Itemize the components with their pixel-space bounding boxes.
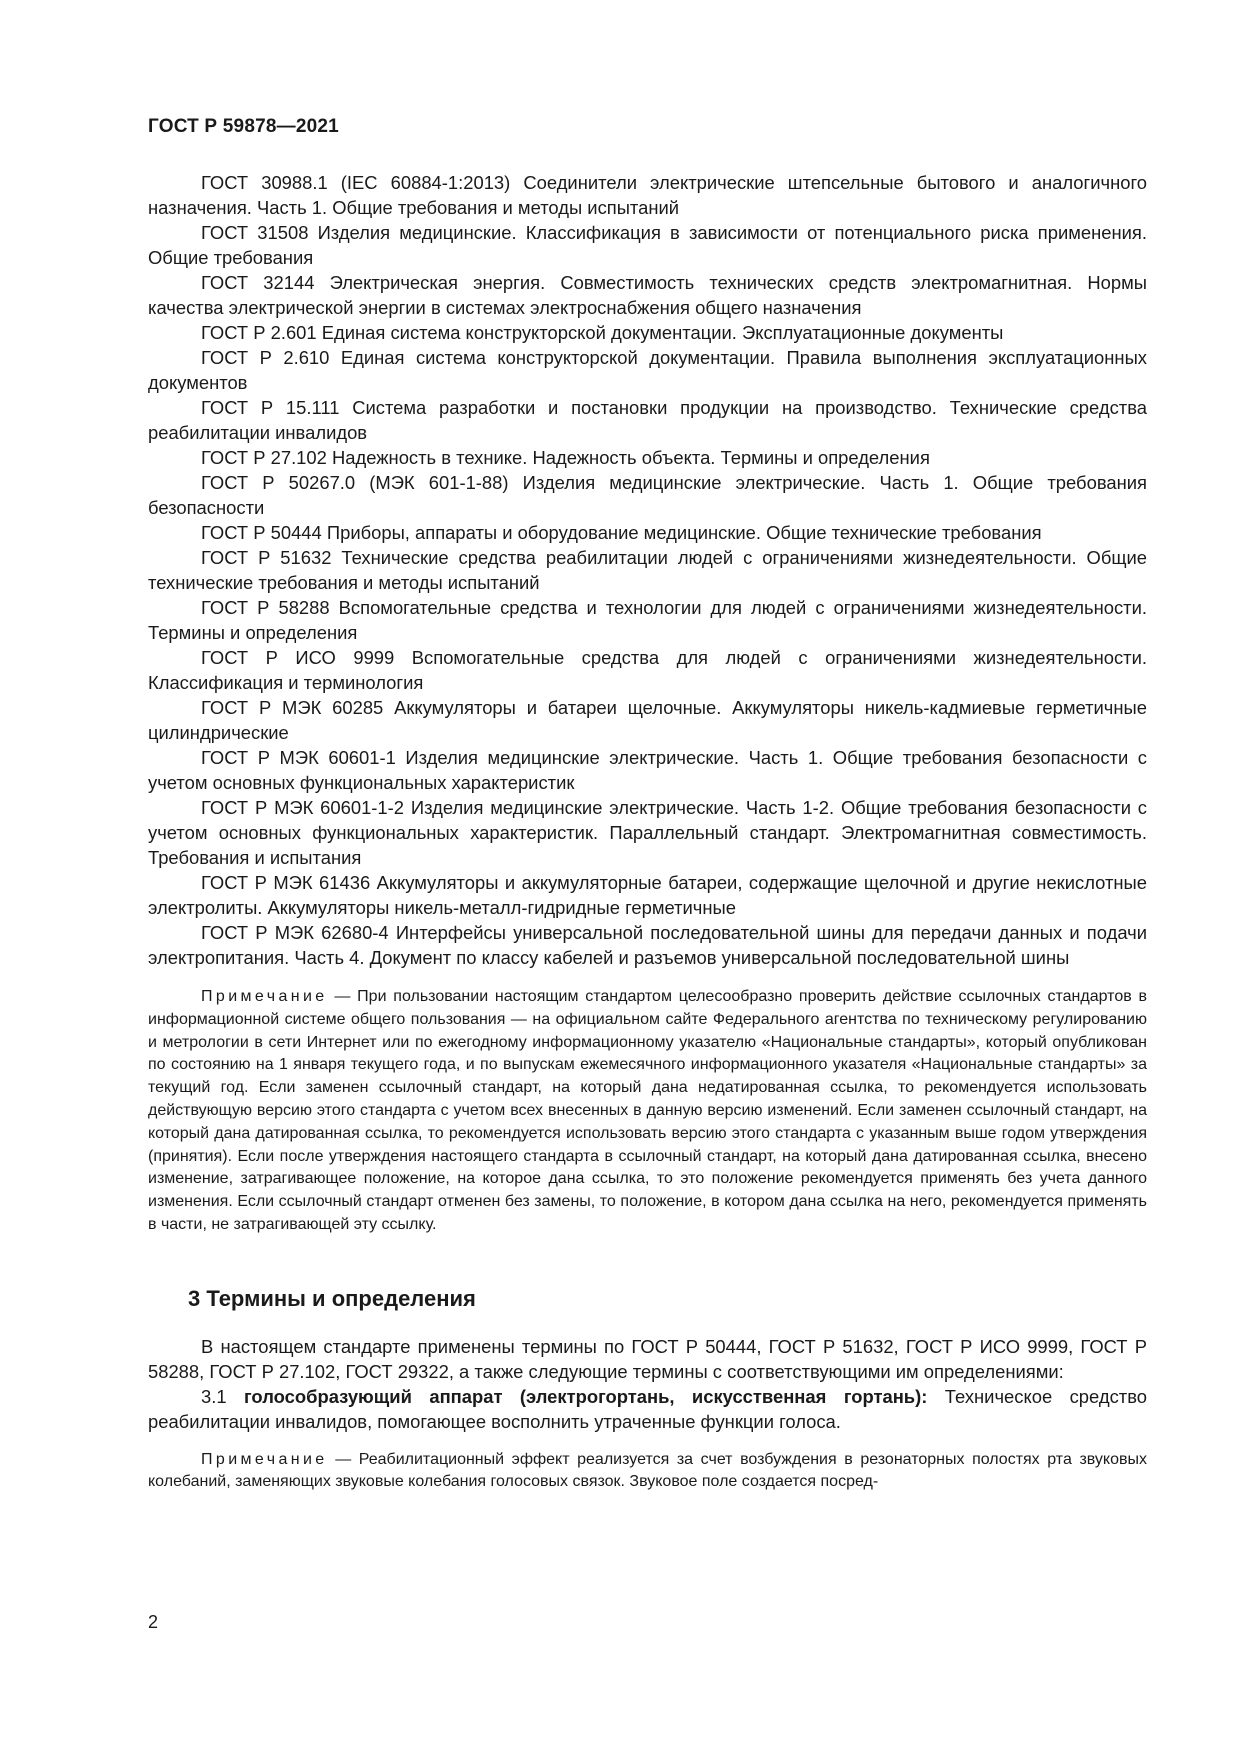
reference-item: ГОСТ Р 15.111 Система разработки и постановки продукции на производство. Технические средства реабилитации инвалидов — [148, 397, 1147, 443]
reference-item: ГОСТ Р МЭК 60601-1 Изделия медицинские электрические. Часть 1. Общие требования безопасности с учетом основных функциональных характеристик — [148, 747, 1147, 793]
reference-item: ГОСТ Р МЭК 60601-1-2 Изделия медицинские электрические. Часть 1-2. Общие требования безопасности с учетом основных функциональных характеристик. Параллельный стандарт. Электромагнитная совместимость. Требования и испытания — [148, 797, 1147, 868]
section-intro: В настоящем стандарте применены термины по ГОСТ Р 50444, ГОСТ Р 51632, ГОСТ Р ИСО 9999, ГОСТ Р 58288, ГОСТ Р 27.102, ГОСТ 29322, а также следующие термины с соответствующими им определениями: — [148, 1335, 1147, 1382]
note-text: — При пользовании настоящим стандартом целесообразно проверить действие ссылочных стандартов в информационной системе общего пользования — на официальном сайте Федерального агентства по техническому регулированию и метрологии в сети Интернет или по ежегодному информационному указателю «Национальные стандарты», который опубликован по состоянию на 1 января текущего года, и по выпускам ежемесячного информационного указателя «Национальные стандарты» за текущий год. Если заменен ссылочный стандарт, на который дана недатированная ссылка, то рекомендуется использовать действующую версию этого стандарта с учетом всех внесенных в данную версию изменений. Если заменен ссылочный стандарт, на который дана датированная ссылка, то рекомендуется использовать версию этого стандарта с указанным выше годом утверждения (принятия). Если после утверждения настоящего стандарта в ссылочный стандарт, на который дана датированная ссылка, внесено изменение, затрагивающее положение, на которое дана ссылка, то это положение рекомендуется применять без учета данного изменения. Если ссылочный стандарт отменен без замены, то положение, в котором дана ссылка на него, рекомендуется применять в части, не затрагивающей эту ссылку. — [148, 988, 1147, 1233]
note-label: Примечание — [201, 988, 328, 1005]
reference-item: ГОСТ Р ИСО 9999 Вспомогательные средства для людей с ограничениями жизнедеятельности. Классификация и терминология — [148, 647, 1147, 693]
term-definition — [148, 1384, 1147, 1434]
reference-item: ГОСТ Р МЭК 60285 Аккумуляторы и батареи щелочные. Аккумуляторы никель-кадмиевые герметичные цилиндрические — [148, 697, 1147, 743]
references-note — [148, 986, 1147, 1237]
reference-item: ГОСТ Р 51632 Технические средства реабилитации людей с ограничениями жизнедеятельности. Общие технические требования и методы испытаний — [148, 547, 1147, 593]
reference-item: ГОСТ Р 50267.0 (МЭК 601-1-88) Изделия медицинские электрические. Часть 1. Общие требования безопасности — [148, 472, 1147, 518]
page-number: 2 — [148, 1612, 159, 1632]
document-header: ГОСТ Р 59878—2021 — [148, 116, 339, 137]
normative-references-list — [148, 170, 1147, 970]
reference-item: ГОСТ Р 2.610 Единая система конструкторской документации. Правила выполнения эксплуатационных документов — [148, 347, 1147, 393]
note-label: Примечание — [201, 1450, 328, 1468]
reference-item: ГОСТ 30988.1 (IEC 60884-1:2013) Соединители электрические штепсельные бытового и аналогичного назначения. Часть 1. Общие требования и методы испытаний — [148, 172, 1147, 218]
reference-item: ГОСТ 31508 Изделия медицинские. Классификация в зависимости от потенциального риска применения. Общие требования — [148, 222, 1147, 268]
term-note — [148, 1449, 1147, 1495]
term-name: голособразующий аппарат (электрогортань, искусственная гортань): — [244, 1386, 928, 1408]
note-text: — Реабилитационный эффект реализуется за счет возбуждения в резонаторных полостях рта звуковых колебаний, заменяющих звуковые колебания голосовых связок. Звуковое поле создается посред- — [148, 1450, 1147, 1491]
reference-item: ГОСТ Р МЭК 61436 Аккумуляторы и аккумуляторные батареи, содержащие щелочной и другие некислотные электролиты. Аккумуляторы никель-металл-гидридные герметичные — [148, 872, 1147, 918]
term-definition-text: Техническое средство реабилитации инвалидов, помогающее восполнить утраченные функции голоса. — [148, 1386, 1147, 1433]
term-number: 3.1 — [201, 1386, 245, 1408]
document-content — [148, 170, 1147, 1494]
reference-item: ГОСТ Р 58288 Вспомогательные средства и технологии для людей с ограничениями жизнедеятельности. Термины и определения — [148, 597, 1147, 643]
reference-item: ГОСТ Р 50444 Приборы, аппараты и оборудование медицинские. Общие технические требования — [201, 522, 1042, 543]
reference-item: ГОСТ Р МЭК 62680-4 Интерфейсы универсальной последовательной шины для передачи данных и подачи электропитания. Часть 4. Документ по классу кабелей и разъемов универсальной последовательной шины — [148, 922, 1147, 968]
section-title: 3 Термины и определения — [188, 1285, 476, 1311]
reference-item: ГОСТ Р 27.102 Надежность в технике. Надежность объекта. Термины и определения — [201, 447, 930, 468]
reference-item: ГОСТ Р 2.601 Единая система конструкторской документации. Эксплуатационные документы — [201, 322, 1004, 343]
reference-item: ГОСТ 32144 Электрическая энергия. Совместимость технических средств электромагнитная. Нормы качества электрической энергии в системах электроснабжения общего назначения — [148, 272, 1147, 318]
